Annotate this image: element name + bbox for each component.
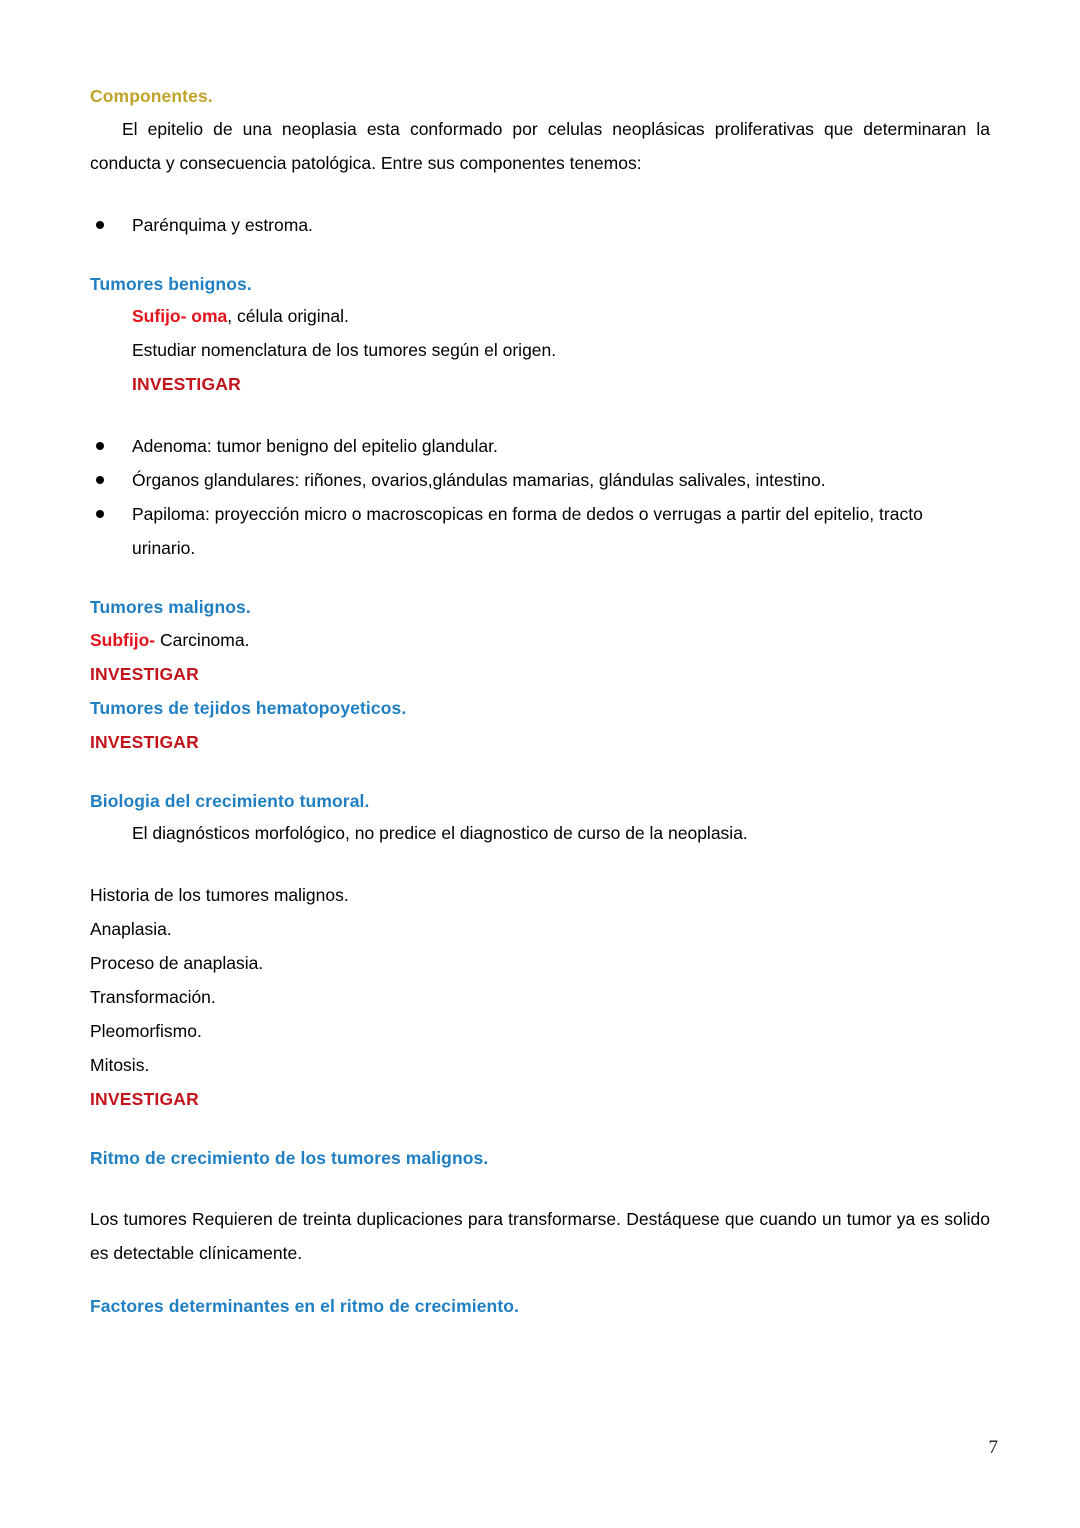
biologia-line-2: Proceso de anaplasia. [90,953,264,973]
bullet-list-benignos [90,429,990,565]
spacer [90,565,990,599]
paragraph-biologia: El diagnósticos morfológico, no predice el diagnostico de curso de la neoplasia. [132,823,748,843]
line-sufijo [132,299,990,333]
page-number: 7 [988,1437,998,1458]
list-item-label: Adenoma: tumor benigno del epitelio glandular. [132,436,498,456]
spacer [90,1168,990,1202]
heading-hematopoyeticos: Tumores de tejidos hematopoyeticos. [90,697,407,718]
spacer [90,180,990,208]
spacer [90,1270,990,1298]
spacer [90,759,990,793]
line-estudiar: Estudiar nomenclatura de los tumores según el origen. [132,340,557,360]
bullet-dot-icon [96,221,104,229]
investigar-benignos: INVESTIGAR [132,374,241,394]
list-item [90,463,990,497]
spacer [90,401,990,429]
page-content [90,88,990,1315]
biologia-line-5: Mitosis. [90,1055,150,1075]
biologia-line-4: Pleomorfismo. [90,1021,202,1041]
biologia-line-0: Historia de los tumores malignos. [90,885,349,905]
heading-ritmo: Ritmo de crecimiento de los tumores malignos. [90,1148,489,1168]
bullet-dot-icon [96,476,104,484]
heading-biologia: Biologia del crecimiento tumoral. [90,790,370,811]
spacer [90,850,990,878]
subfijo-label: Subfijo- [90,629,156,650]
bullet-dot-icon [96,442,104,450]
sufijo-rest: , célula original. [227,306,349,326]
biologia-line-3: Transformación. [90,987,216,1007]
line-subfijo [90,623,990,657]
paragraph-componentes: El epitelio de una neoplasia esta conformado por celulas neoplásicas proliferativas que determinaran la conducta y consecuencia patológica. Entre sus componentes tenemos: [90,118,990,173]
list-item [90,497,990,565]
list-item-label: Parénquima y estroma. [132,214,313,235]
investigar-malignos-2: INVESTIGAR [90,731,199,752]
list-item [90,208,990,242]
list-item [90,429,990,463]
biologia-line-1: Anaplasia. [90,919,172,939]
sufijo-label: Sufijo- oma [132,306,228,326]
investigar-biologia: INVESTIGAR [90,1089,199,1109]
heading-tumores-malignos: Tumores malignos. [90,597,251,617]
list-item-label: Órganos glandulares: riñones, ovarios,glándulas mamarias, glándulas salivales, intestino. [132,470,826,490]
heading-factores: Factores determinantes en el ritmo de crecimiento. [90,1295,520,1316]
subfijo-rest: Carcinoma. [155,629,250,650]
spacer [90,1116,990,1150]
heading-componentes: Componentes. [90,86,213,106]
spacer [90,242,990,276]
bullet-dot-icon [96,510,104,518]
paragraph-ritmo: Los tumores Requieren de treinta duplicaciones para transformarse. Destáquese que cuando un tumor ya es solido es detectable clínicamente. [90,1208,990,1263]
bullet-list-componentes [90,208,990,242]
heading-tumores-benignos: Tumores benignos. [90,273,252,294]
list-item-label: Papiloma: proyección micro o macroscopicas en forma de dedos o verrugas a partir del epitelio, tracto urinario. [132,504,923,558]
investigar-malignos-1: INVESTIGAR [90,663,199,684]
